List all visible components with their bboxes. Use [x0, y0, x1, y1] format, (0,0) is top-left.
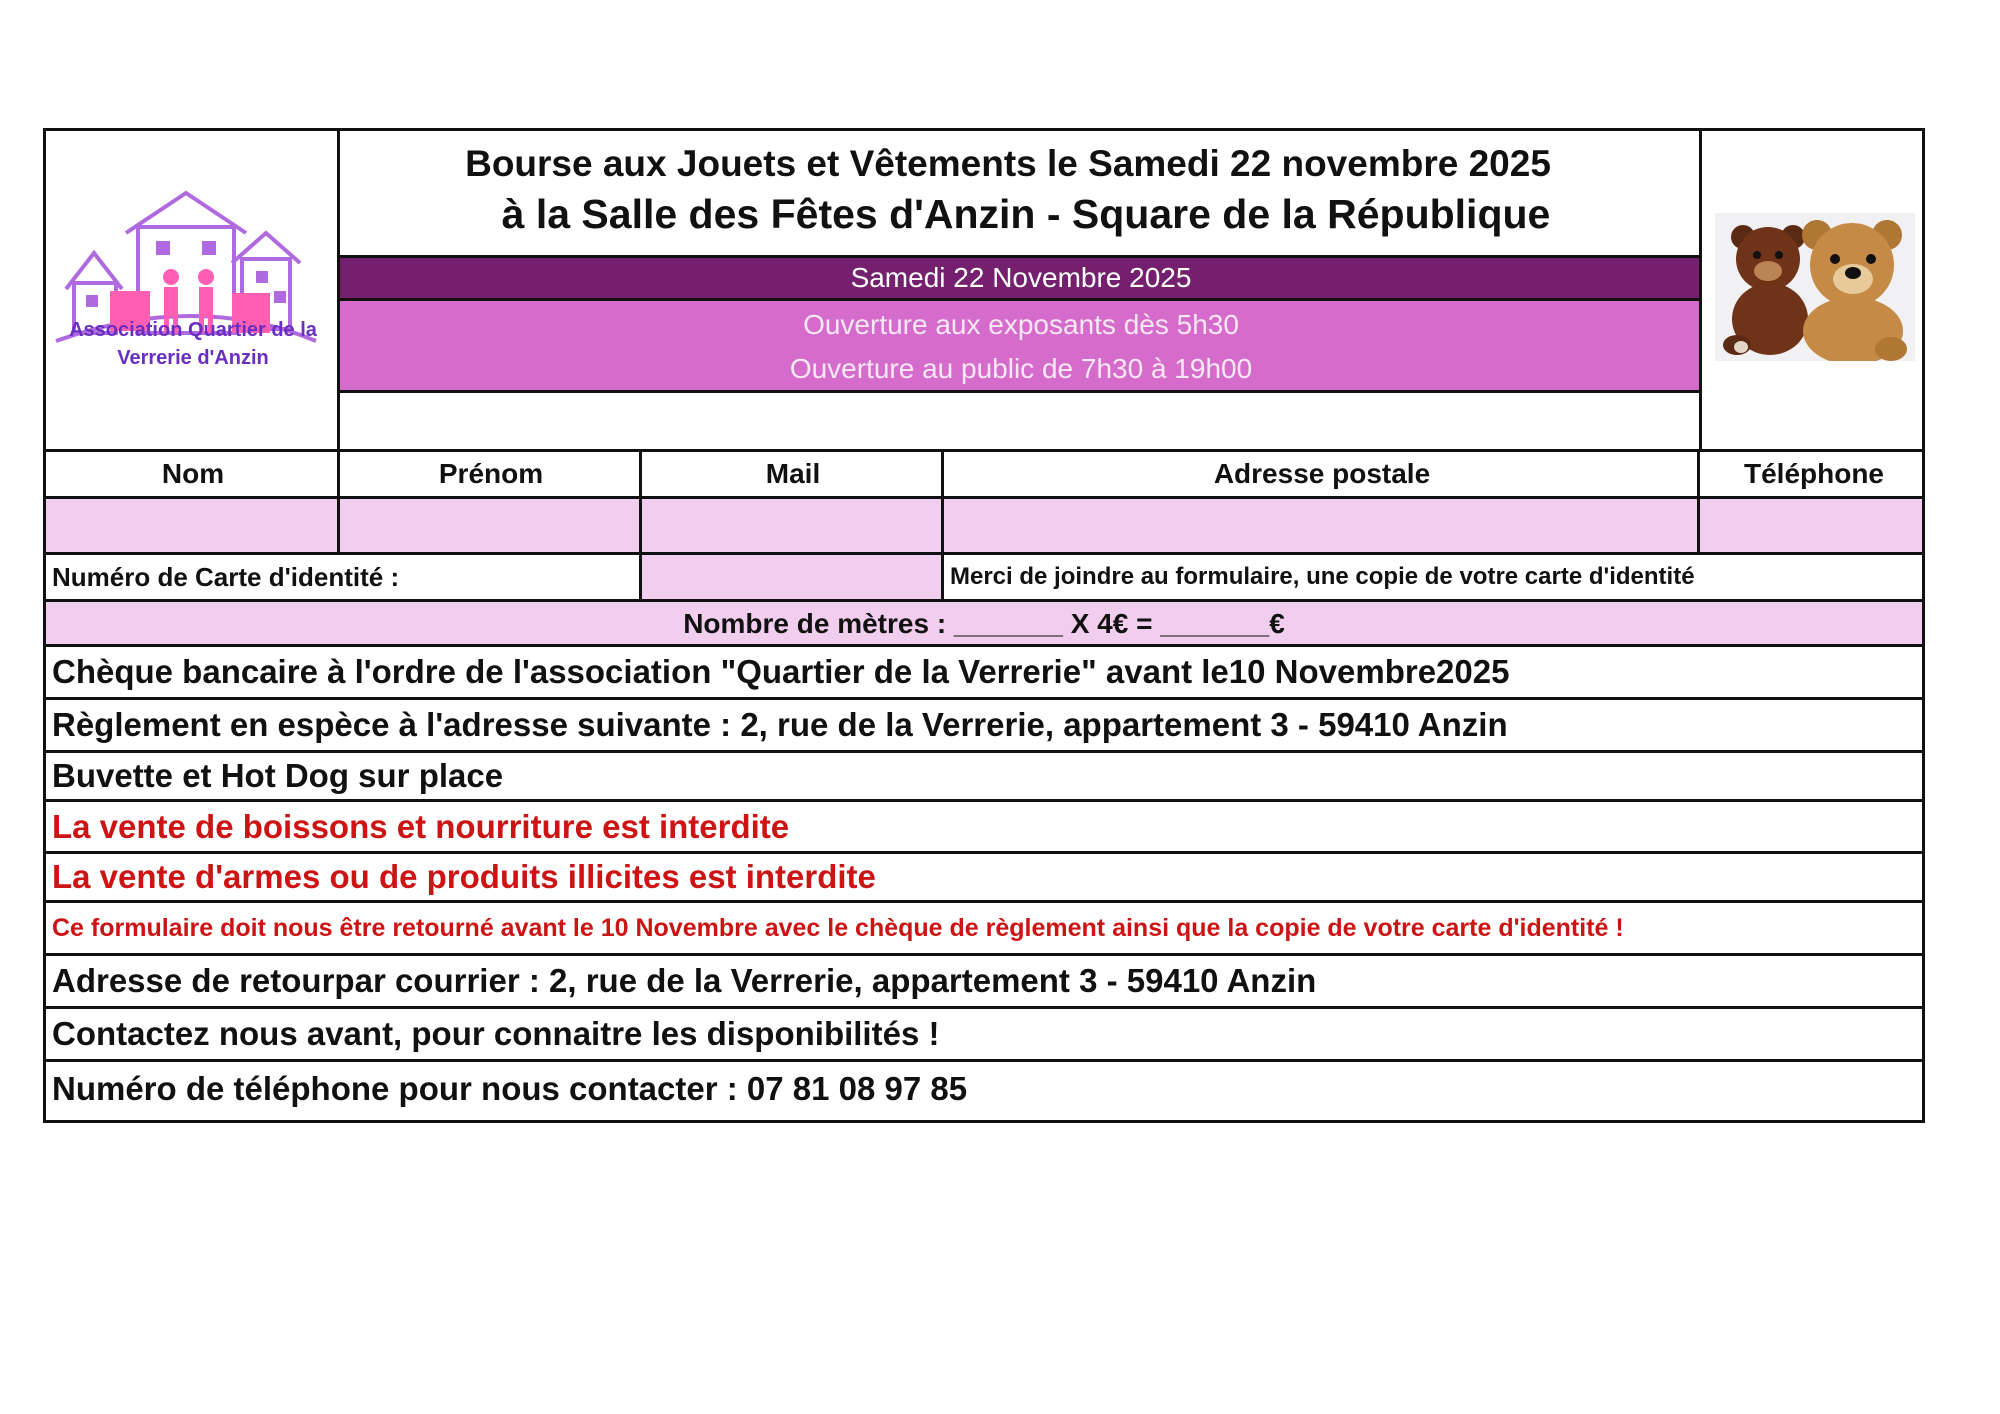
refreshments-info: Buvette et Hot Dog sur place [52, 757, 504, 794]
column-header-prenom: Prénom [438, 458, 544, 489]
header-divider-left [337, 131, 340, 451]
column-header-mail: Mail [765, 458, 821, 489]
column-header-telephone: Téléphone [1743, 458, 1884, 489]
cash-payment-info: Règlement en espèce à l'adresse suivante : 2, rue de la Verrerie, appartement 3 - 59410 Anzin [52, 706, 1508, 743]
nom-input[interactable] [46, 499, 337, 552]
contact-availability: Contactez nous avant, pour connaitre les disponibilités ! [52, 1015, 940, 1052]
adresse-input[interactable] [944, 499, 1697, 552]
food-drink-sale-forbidden: La vente de boissons et nourriture est interdite [52, 807, 790, 845]
telephone-input[interactable] [1700, 499, 1922, 552]
opening-exhibitors: Ouverture aux exposants dès 5h30 [803, 309, 1239, 340]
weapons-sale-forbidden: La vente d'armes ou de produits illicites est interdite [52, 858, 876, 895]
column-divider [1697, 449, 1700, 555]
registration-form [43, 128, 1925, 1123]
title-line2: à la Salle des Fêtes d'Anzin - Square de la République [501, 190, 1551, 237]
id-card-note: Merci de joindre au formulaire, une copie de votre carte d'identité [950, 563, 1695, 590]
id-card-input[interactable] [642, 555, 941, 599]
column-header-nom: Nom [161, 458, 225, 489]
return-address: Adresse de retourpar courrier : 2, rue de la Verrerie, appartement 3 - 59410 Anzin [52, 962, 1317, 999]
column-divider [337, 449, 340, 555]
contact-phone: Numéro de téléphone pour nous contacter : 07 81 08 97 85 [52, 1070, 968, 1107]
title-line1: Bourse aux Jouets et Vêtements le Samedi 22 novembre 2025 [465, 143, 1551, 184]
logo-text-line2: Verrerie d'Anzin [117, 347, 269, 369]
id-card-label: Numéro de Carte d'identité : [52, 561, 400, 592]
prenom-input[interactable] [340, 499, 639, 552]
column-divider [941, 449, 944, 602]
opening-public: Ouverture au public de 7h30 à 19h00 [789, 353, 1253, 384]
column-header-adresse: Adresse postale [1213, 458, 1431, 489]
cheque-info: Chèque bancaire à l'ordre de l'association "Quartier de la Verrerie" avant le10 Novembre2025 [52, 653, 1510, 690]
association-logo [46, 131, 340, 451]
logo-text-line1: Association Quartier de la [69, 319, 317, 341]
teddy-bears-image [1715, 213, 1915, 361]
meters-row-text[interactable]: Nombre de mètres : _______ X 4€ = _______€ [683, 608, 1285, 639]
teddy-bears-icon [1715, 213, 1915, 361]
header-divider-right [1699, 131, 1702, 451]
return-deadline-notice: Ce formulaire doit nous être retourné avant le 10 Novembre avec le chèque de règlement ainsi que la copie de votre carte d'identité ! [52, 913, 1624, 942]
date-banner-text: Samedi 22 Novembre 2025 [850, 262, 1192, 293]
mail-input[interactable] [642, 499, 941, 552]
